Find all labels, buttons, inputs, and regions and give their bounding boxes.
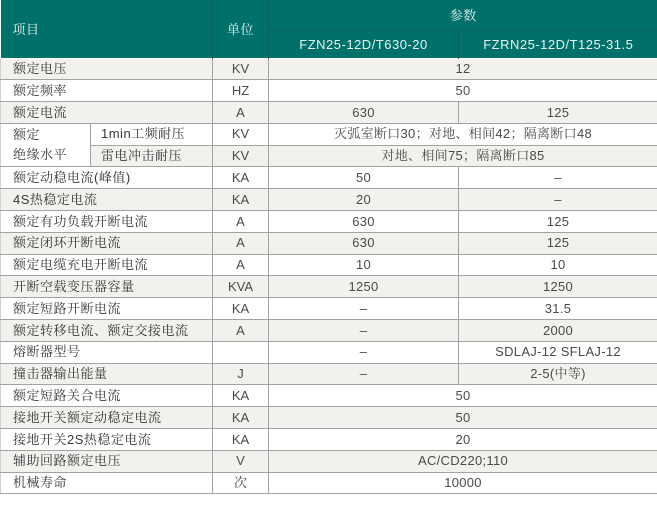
row-value-span: AC/CD220;110	[269, 450, 657, 472]
table-row	[1, 450, 657, 472]
row-unit: KV	[213, 145, 269, 167]
row-value-1: 630	[269, 232, 459, 254]
insulation-group-line1: 额定	[13, 127, 41, 143]
insulation-group-line2: 绝缘水平	[13, 147, 68, 163]
row-unit: J	[213, 363, 269, 385]
row-unit: V	[213, 450, 269, 472]
row-label: 撞击器输出能量	[1, 363, 213, 385]
row-label: 熔断器型号	[1, 341, 213, 363]
row-label: 额定电缆充电开断电流	[1, 254, 213, 276]
table-row	[1, 189, 657, 211]
row-label: 额定频率	[1, 80, 213, 102]
row-value-2: –	[459, 189, 657, 211]
row-label: 接地开关额定动稳定电流	[1, 407, 213, 429]
row-unit: KVA	[213, 276, 269, 298]
row-unit: A	[213, 320, 269, 342]
row-value-span: 50	[269, 407, 657, 429]
row-value-2: 2-5(中等)	[459, 363, 657, 385]
table-header	[1, 0, 657, 58]
row-unit: A	[213, 254, 269, 276]
row-label: 开断空载变压器容量	[1, 276, 213, 298]
row-unit: A	[213, 102, 269, 124]
row-unit: 次	[213, 472, 269, 494]
table-row	[1, 472, 657, 494]
table-row	[1, 320, 657, 342]
header-model-fzn25: FZN25-12D/T630-20	[269, 30, 459, 58]
row-value-2: –	[459, 167, 657, 189]
table-row	[1, 167, 657, 189]
row-unit	[213, 341, 269, 363]
row-unit: KA	[213, 385, 269, 407]
row-label: 额定有功负载开断电流	[1, 211, 213, 233]
row-label: 额定短路关合电流	[1, 385, 213, 407]
row-value-1: –	[269, 363, 459, 385]
row-value-span: 20	[269, 429, 657, 451]
row-value-2: 10	[459, 254, 657, 276]
row-label: 额定动稳电流(峰值)	[1, 167, 213, 189]
row-label: 接地开关2S热稳定电流	[1, 429, 213, 451]
row-value-2: 1250	[459, 276, 657, 298]
row-unit: KA	[213, 407, 269, 429]
table-row	[1, 232, 657, 254]
row-unit: A	[213, 232, 269, 254]
table-row	[1, 407, 657, 429]
row-label: 机械寿命	[1, 472, 213, 494]
header-unit: 单位	[213, 0, 269, 58]
row-value-span: 对地、相间75；隔离断口85	[269, 145, 657, 167]
table-row	[1, 385, 657, 407]
table-row	[1, 123, 657, 145]
table-row	[1, 211, 657, 233]
row-value-1: –	[269, 320, 459, 342]
table-row	[1, 102, 657, 124]
row-value-1: –	[269, 341, 459, 363]
table-body	[1, 58, 657, 494]
row-value-2: 2000	[459, 320, 657, 342]
row-unit: KA	[213, 429, 269, 451]
row-unit: KA	[213, 167, 269, 189]
table-row	[1, 341, 657, 363]
row-label: 额定短路开断电流	[1, 298, 213, 320]
row-value-span: 12	[269, 58, 657, 80]
row-unit: A	[213, 211, 269, 233]
row-value-1: 630	[269, 102, 459, 124]
row-unit: KA	[213, 298, 269, 320]
row-value-1: 1250	[269, 276, 459, 298]
row-value-span: 10000	[269, 472, 657, 494]
row-unit: KA	[213, 189, 269, 211]
row-label: 4S热稳定电流	[1, 189, 213, 211]
row-value-span: 灭弧室断口30；对地、相间42；隔离断口48	[269, 123, 657, 145]
header-params: 参数	[269, 0, 657, 30]
row-label: 辅助回路额定电压	[1, 450, 213, 472]
table-row	[1, 276, 657, 298]
row-label: 额定转移电流、额定交接电流	[1, 320, 213, 342]
row-value-1: 630	[269, 211, 459, 233]
header-model-fzrn25: FZRN25-12D/T125-31.5	[459, 30, 657, 58]
table-row	[1, 145, 657, 167]
table-row	[1, 429, 657, 451]
header-row-1	[1, 0, 657, 30]
row-value-span: 50	[269, 385, 657, 407]
row-unit: HZ	[213, 80, 269, 102]
row-label: 额定电压	[1, 58, 213, 80]
row-value-2: SDLAJ-12 SFLAJ-12	[459, 341, 657, 363]
table-row	[1, 254, 657, 276]
row-sublabel: 1min工频耐压	[91, 123, 213, 145]
row-sublabel: 雷电冲击耐压	[91, 145, 213, 167]
row-unit: KV	[213, 58, 269, 80]
row-label: 额定电流	[1, 102, 213, 124]
table-row	[1, 363, 657, 385]
insulation-group-label	[1, 123, 91, 167]
header-item: 项目	[1, 0, 213, 58]
table-row	[1, 80, 657, 102]
row-label: 额定闭环开断电流	[1, 232, 213, 254]
row-value-1: –	[269, 298, 459, 320]
row-value-2: 125	[459, 211, 657, 233]
row-value-span: 50	[269, 80, 657, 102]
row-value-1: 50	[269, 167, 459, 189]
row-value-2: 31.5	[459, 298, 657, 320]
table-row	[1, 58, 657, 80]
row-value-2: 125	[459, 232, 657, 254]
row-value-1: 20	[269, 189, 459, 211]
table-row	[1, 298, 657, 320]
row-value-1: 10	[269, 254, 459, 276]
row-unit: KV	[213, 123, 269, 145]
row-value-2: 125	[459, 102, 657, 124]
